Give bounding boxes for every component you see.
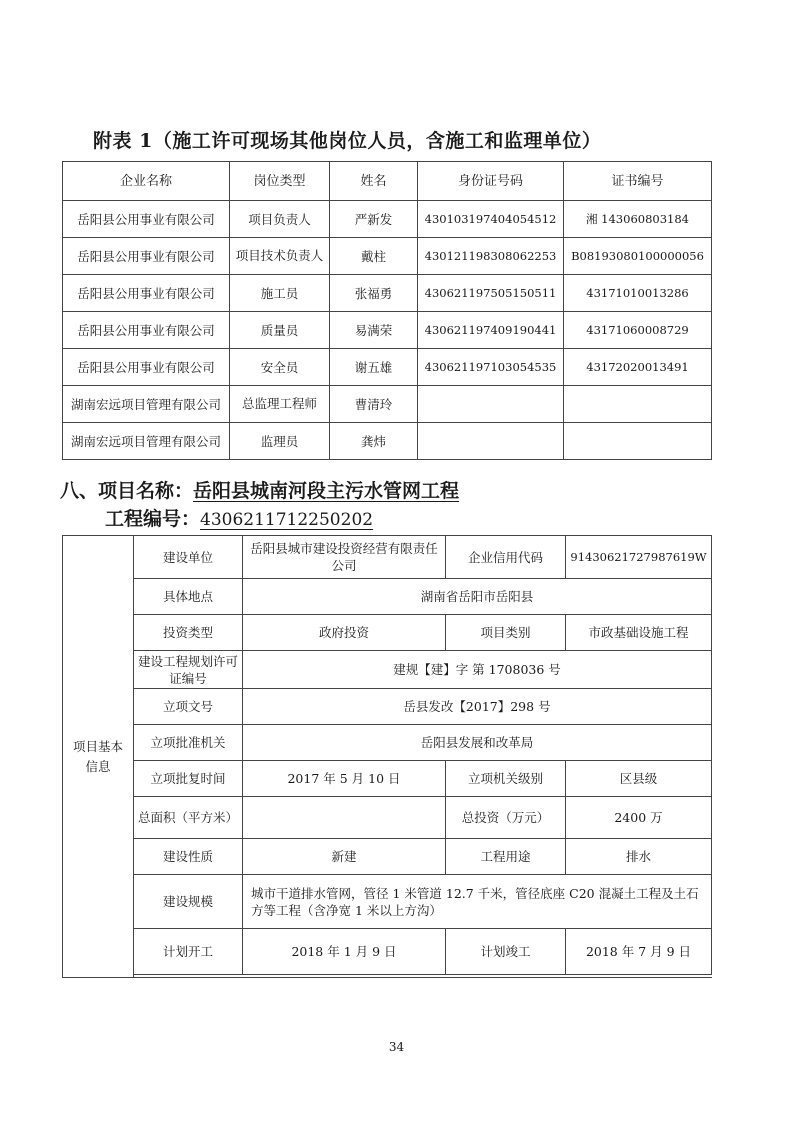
value-cell: 岳阳县城市建设投资经营有限责任公司 xyxy=(243,536,446,579)
table-cell: 岳阳县公用事业有限公司 xyxy=(63,238,230,275)
label-cell: 企业信用代码 xyxy=(446,536,566,579)
table-row xyxy=(63,797,712,839)
table-cell xyxy=(418,423,564,460)
table-cell: 岳阳县公用事业有限公司 xyxy=(63,349,230,386)
group-label: 项目基本信息 xyxy=(72,738,123,774)
table-cell: 易满荣 xyxy=(330,312,418,349)
table-cell xyxy=(418,386,564,423)
table-cell: 安全员 xyxy=(230,349,330,386)
label-cell: 总投资（万元） xyxy=(446,797,566,839)
project-code-label: 工程编号： xyxy=(105,508,201,530)
value-cell: 湖南省岳阳市岳阳县 xyxy=(243,579,712,615)
table-cell: 430103197404054512 xyxy=(418,201,564,238)
project-name-value: 岳阳县城南河段主污水管网工程 xyxy=(193,480,460,502)
table-cell: 湘 143060803184 xyxy=(564,201,712,238)
table-cell: 龚炜 xyxy=(330,423,418,460)
label-cell: 计划开工 xyxy=(134,929,243,975)
staff-table xyxy=(62,161,712,460)
table-row xyxy=(63,761,712,797)
value-cell: 91430621727987619W xyxy=(566,536,712,579)
value-cell: 政府投资 xyxy=(243,615,446,651)
value-cell: 2400 万 xyxy=(566,797,712,839)
value-cell: 市政基础设施工程 xyxy=(566,615,712,651)
table-row xyxy=(63,929,712,975)
value-cell: 2017 年 5 月 10 日 xyxy=(243,761,446,797)
label-cell: 建设规模 xyxy=(134,875,243,929)
table-header-cell: 身份证号码 xyxy=(418,162,564,201)
table-row xyxy=(63,689,712,725)
table-row xyxy=(63,975,712,978)
project-code-value: 4306211712250202 xyxy=(200,510,374,530)
project-code-line xyxy=(105,504,373,531)
table-row xyxy=(63,423,712,460)
table-cell: 湖南宏远项目管理有限公司 xyxy=(63,386,230,423)
table-row xyxy=(63,201,712,238)
table-row xyxy=(63,579,712,615)
table-cell xyxy=(564,423,712,460)
table-header-cell: 姓名 xyxy=(330,162,418,201)
table-cell: B08193080100000056 xyxy=(564,238,712,275)
table-cell: 430621197103054535 xyxy=(418,349,564,386)
project-info-table xyxy=(62,535,712,978)
table-cell: 曹清玲 xyxy=(330,386,418,423)
spacer-cell xyxy=(134,975,712,978)
table-row xyxy=(63,275,712,312)
table-header-cell: 证书编号 xyxy=(564,162,712,201)
table-cell xyxy=(564,386,712,423)
value-cell: 建规【建】字 第 1708036 号 xyxy=(243,651,712,689)
value-cell: 新建 xyxy=(243,839,446,875)
project-name-line xyxy=(60,476,459,503)
value-cell: 区县级 xyxy=(566,761,712,797)
label-cell: 总面积（平方米） xyxy=(134,797,243,839)
value-cell: 2018 年 1 月 9 日 xyxy=(243,929,446,975)
table-header-cell: 岗位类型 xyxy=(230,162,330,201)
value-cell: 岳县发改【2017】298 号 xyxy=(243,689,712,725)
table-cell: 总监理工程师 xyxy=(230,386,330,423)
value-cell: 城市干道排水管网，管径 1 米管道 12.7 千米，管径底座 C20 混凝土工程及土石方等工程（含净宽 1 米以上方沟） xyxy=(243,875,712,929)
label-cell: 建设工程规划许可证编号 xyxy=(134,651,243,689)
table-cell: 岳阳县公用事业有限公司 xyxy=(63,275,230,312)
value-cell xyxy=(243,797,446,839)
table-cell: 湖南宏远项目管理有限公司 xyxy=(63,423,230,460)
table-row xyxy=(63,238,712,275)
value-cell: 岳阳县发展和改革局 xyxy=(243,725,712,761)
project-name-label: 八、项目名称： xyxy=(60,480,194,502)
table-cell: 43171010013286 xyxy=(564,275,712,312)
table-cell: 项目负责人 xyxy=(230,201,330,238)
label-cell: 项目类别 xyxy=(446,615,566,651)
label-cell: 立项机关级别 xyxy=(446,761,566,797)
table-row xyxy=(63,312,712,349)
label-cell: 立项批准机关 xyxy=(134,725,243,761)
label-cell: 具体地点 xyxy=(134,579,243,615)
table-cell: 43172020013491 xyxy=(564,349,712,386)
label-cell: 建设性质 xyxy=(134,839,243,875)
table-cell: 监理员 xyxy=(230,423,330,460)
table-cell: 430621197505150511 xyxy=(418,275,564,312)
table-row xyxy=(63,536,712,579)
table-cell: 岳阳县公用事业有限公司 xyxy=(63,312,230,349)
label-cell: 投资类型 xyxy=(134,615,243,651)
label-cell: 计划竣工 xyxy=(446,929,566,975)
label-cell: 立项批复时间 xyxy=(134,761,243,797)
table-row xyxy=(63,651,712,689)
table-cell: 岳阳县公用事业有限公司 xyxy=(63,201,230,238)
table-cell: 戴柱 xyxy=(330,238,418,275)
table-row xyxy=(63,349,712,386)
table-cell: 430621197409190441 xyxy=(418,312,564,349)
page-number: 34 xyxy=(388,1040,405,1054)
label-cell: 建设单位 xyxy=(134,536,243,579)
appendix-heading: 附表 1（施工许可现场其他岗位人员，含施工和监理单位） xyxy=(93,130,602,152)
table-cell: 施工员 xyxy=(230,275,330,312)
table-header-cell: 企业名称 xyxy=(63,162,230,201)
table-cell: 430121198308062253 xyxy=(418,238,564,275)
label-cell: 工程用途 xyxy=(446,839,566,875)
table-cell: 谢五雄 xyxy=(330,349,418,386)
table-cell: 严新发 xyxy=(330,201,418,238)
table-row xyxy=(63,386,712,423)
table-header-row xyxy=(63,162,712,201)
table-cell: 张福勇 xyxy=(330,275,418,312)
staff-table-body xyxy=(63,162,712,460)
table-cell: 43171060008729 xyxy=(564,312,712,349)
group-label-cell xyxy=(63,536,134,978)
value-cell: 排水 xyxy=(566,839,712,875)
value-cell: 2018 年 7 月 9 日 xyxy=(566,929,712,975)
table-row xyxy=(63,839,712,875)
table-row xyxy=(63,725,712,761)
table-cell: 质量员 xyxy=(230,312,330,349)
table-cell: 项目技术负责人 xyxy=(230,238,330,275)
table-row xyxy=(63,875,712,929)
table-row xyxy=(63,615,712,651)
label-cell: 立项文号 xyxy=(134,689,243,725)
